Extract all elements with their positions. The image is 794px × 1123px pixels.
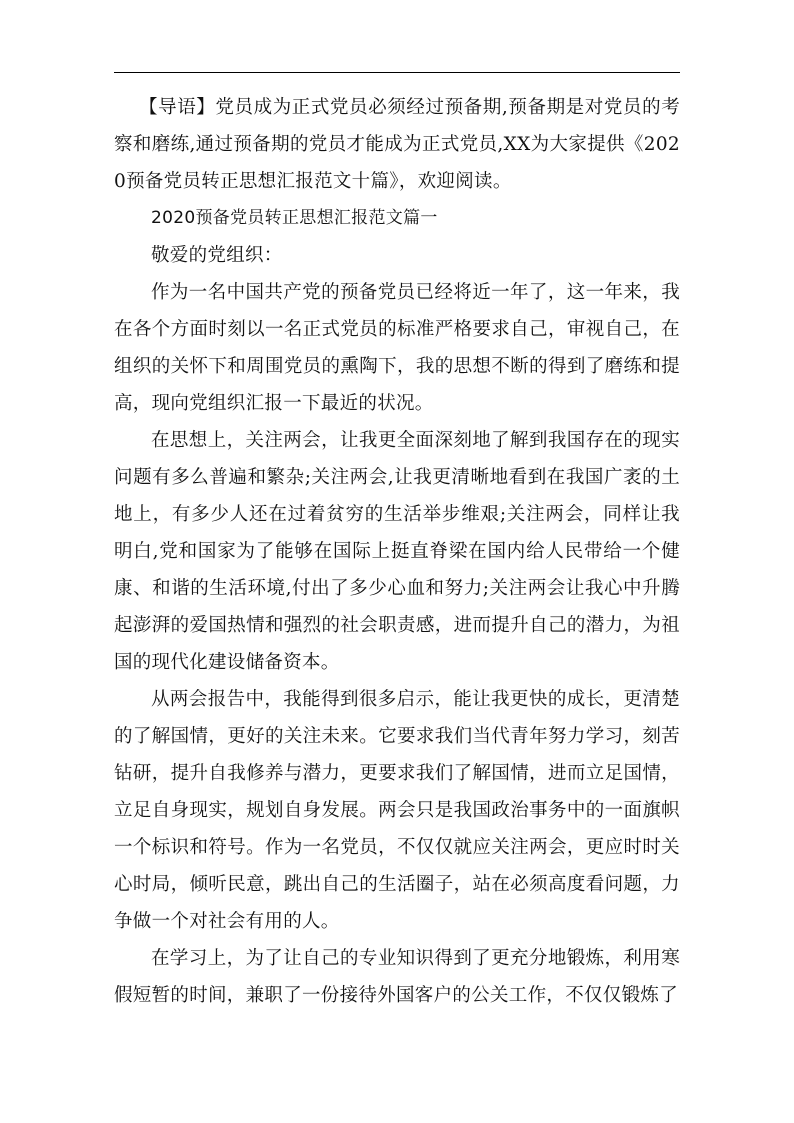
salutation: 敬爱的党组织： — [151, 245, 283, 266]
document-body — [114, 89, 680, 1014]
section-title: 2020预备党员转正思想汇报范文篇一 — [151, 208, 438, 228]
body-paragraph: 在学习上，为了让自己的专业知识得到了更充分地锻炼，利用寒假短暂的时间，兼职了一份接待外国客户的公关工作，不仅仅锻炼了 — [114, 948, 680, 1006]
header-rule — [114, 72, 680, 73]
body-paragraph: 作为一名中国共产党的预备党员已经将近一年了，这一年来，我在各个方面时刻以一名正式党员的标准严格要求自己，审视自己，在组织的关怀下和周围党员的熏陶下，我的思想不断的得到了磨练和提高，现向党组织汇报一下最近的状况。 — [114, 282, 680, 414]
intro-paragraph: 【导语】党员成为正式党员必须经过预备期,预备期是对党员的考察和磨练,通过预备期的党员才能成为正式党员,XX为大家提供《2020预备党员转正思想汇报范文十篇》，欢迎阅读。 — [114, 97, 680, 192]
body-paragraph: 在思想上，关注两会，让我更全面深刻地了解到我国存在的现实问题有多么普遍和繁杂;关注两会,让我更清晰地看到在我国广袤的土地上，有多少人还在过着贫穷的生活举步维艰;关注两会，同样让我明白,党和国家为了能够在国际上挺直脊梁在国内给人民带给一个健康、和谐的生活环境,付出了多少心血和努力;关注两会让我心中升腾起澎湃的爱国热情和强烈的社会职责感，进而提升自己的潜力，为祖国的现代化建设储备资本。 — [114, 430, 680, 673]
body-paragraph: 从两会报告中，我能得到很多启示，能让我更快的成长，更清楚的了解国情，更好的关注未来。它要求我们当代青年努力学习，刻苦钻研，提升自我修养与潜力，更要求我们了解国情，进而立足国情，立足自身现实，规划自身发展。两会只是我国政治事务中的一面旗帜一个标识和符号。作为一名党员，不仅仅就应关注两会，更应时时关心时局，倾听民意，跳出自己的生活圈子，站在必须高度看问题，力争做一个对社会有用的人。 — [114, 689, 680, 932]
